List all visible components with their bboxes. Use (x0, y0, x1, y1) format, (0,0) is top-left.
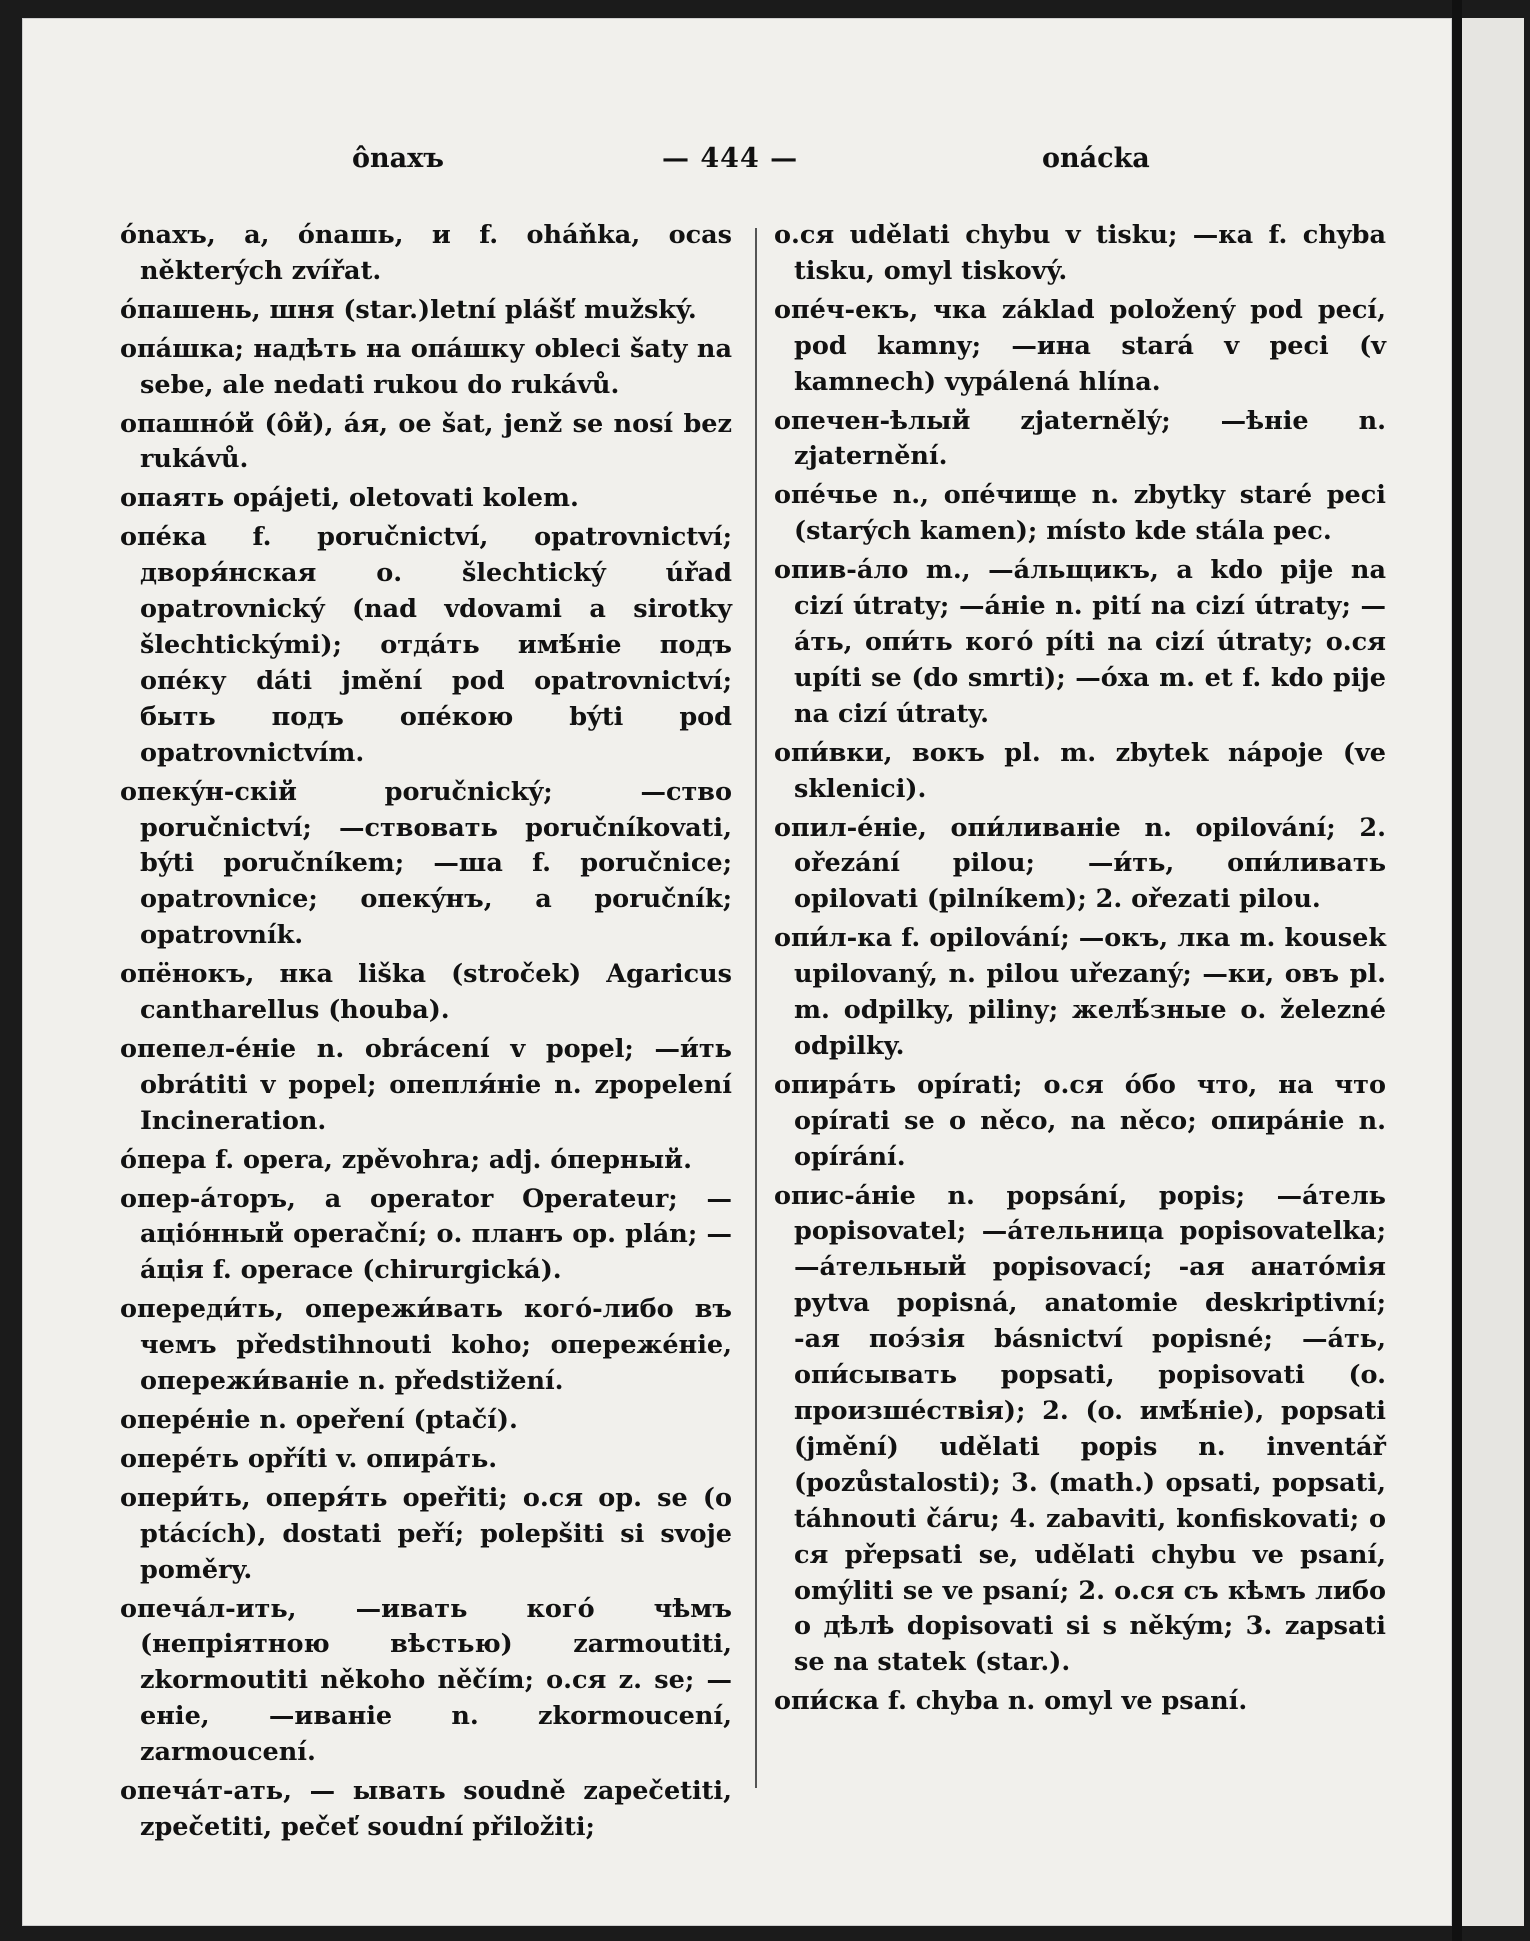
dictionary-entry: опер-áторъ, а operator Operateur; —аціóнный operační; о. планъ op. plán; —áція f. operace (chirurgická). (120, 1183, 732, 1286)
left-column (120, 218, 732, 1849)
dictionary-entry: опи́ска f. chyba n. omyl ve psaní. (774, 1686, 1248, 1717)
dictionary-entry: оперéнie n. opeření (ptačí). (120, 1405, 518, 1435)
dictionary-entry: опечен-ѣлый zjaternělý; —ѣнie n. zjaternění. (774, 405, 1386, 472)
dictionary-entry: опепел-éнie n. obrácení v popel; —и́ть obrátiti v popel; опепля́нie n. zpopelení Incineration. (120, 1033, 732, 1136)
dictionary-entry: опéка f. poručnictví, opatrovnictví; дворя́нская о. šlechtický úřad opatrovnický (nad vdovami a sirotky šlechtickými); отдáть имѣ́нie подъ опéку dáti jmění pod opatrovnictví; быть подъ опéкою býti pod opatrovnictvím. (120, 522, 732, 768)
dictionary-entry: опери́ть, оперя́ть opeřiti; о.ся op. se (o ptácích), dostati peří; polepšiti si svoje poměry. (120, 1482, 732, 1585)
dictionary-entry: ónaxъ, a, ónaшь, и f. oháňka, ocas některých zvířat. (120, 220, 732, 286)
dictionary-entry: опил-éнie, опи́ливанie n. opilování; 2. ořezání pilou; —и́ть, опи́ливать opilovati (pilníkem); 2. ořezati pilou. (774, 812, 1386, 915)
header-guide-word-left: ônaxъ (352, 143, 444, 174)
next-page-edge (1462, 18, 1524, 1926)
dictionary-entry: опереди́ть, опережи́вать когó-либо въ чемъ předstihnouti koho; опережéнie, опережи́ванie n. předstižení. (120, 1294, 732, 1397)
dictionary-entry: о.ся udělati chybu v tisku; —ка f. chyba tisku, omyl tiskový. (774, 220, 1386, 286)
dictionary-entry: опéч-екъ, чка základ položený pod pecí, pod kamny; —ина stará v peci (v kamnech) vypálená hlína. (774, 294, 1386, 397)
dictionary-entry: опекýн-скій poručnický; —ство poručnictví; —ствовать poručníkovati, býti poručníkem; —ша f. poručnice; opatrovnice; опекýнъ, а poručník; opatrovník. (120, 776, 732, 951)
dictionary-entry: óпера f. opera, zpěvohra; adj. óперный. (120, 1144, 692, 1175)
page-gap (1452, 0, 1462, 1941)
dictionary-entry: опáшка; надѣть на опáшку obleci šaty na sebe, ale nedati rukou do rukávů. (120, 333, 732, 400)
dictionary-entry: опечáл-ить, —ивать когó чѣмъ (непріятною вѣстью) zarmoutiti, zkormoutiti někoho něčím; о.ся z. se; —енie, —иванie n. zkormoucení, zarmoucení. (120, 1593, 732, 1768)
dictionary-entry: опирáть opírati; о.ся óбо что, на что opírati se o něco, na něco; опирáнie n. opírání. (774, 1069, 1386, 1172)
dictionary-entry: опаять opájeti, oletovati kolem. (120, 483, 579, 514)
dictionary-entry: опис-áнie n. popsání, popis; —áтель popisovatel; —áтельница popisovatelka; —áтельный popisovací; -ая анатóмія pytva popisná, anatomie deskriptivní; -ая поэ́зія básnictví popisné; —áть, опи́сывать popsati, popisovati (o. произшéствія); 2. (o. имѣ́нie), popsati (jmění) udělati popis n. inventář (pozůstalosti); 3. (math.) opsati, popsati, táhnouti čáru; 4. zabaviti, konfiskovati; о ся přepsati se, udělati chybu ve psaní, omýliti se ve psaní; 2. о.ся съ кѣмъ либо о дѣлѣ dopisovati si s někým; 3. zapsati se na statek (star.). (774, 1180, 1386, 1678)
column-divider (755, 228, 757, 1788)
header-guide-word-right: onácka (1042, 143, 1150, 174)
dictionary-entry: опашнóй (ôй), áя, ое šat, jenž se nosí bez rukávů. (120, 408, 732, 475)
page-number: — 444 — (662, 143, 799, 174)
dictionary-page (22, 18, 1452, 1926)
dictionary-entry: опи́л-ка f. opilování; —окъ, лка m. kousek upilovaný, n. pilou uřezaný; —ки, овъ pl. m. odpilky, piliny; желѣ́зные о. železné odpilky. (774, 923, 1386, 1061)
dictionary-entry: опи́вки, вокъ pl. m. zbytek nápoje (ve sklenici). (774, 737, 1386, 804)
dictionary-entry: опёнокъ, нка liška (stroček) Agaricus cantharellus (houba). (120, 959, 732, 1026)
dictionary-entry: оперéть opříti v. опирáть. (120, 1443, 498, 1474)
dictionary-entry: óпашень, шня (star.)letní plášť mužský. (120, 294, 697, 325)
page-header (22, 143, 1452, 183)
dictionary-entry: опéчье n., опéчище n. zbytky staré peci (starých kamen); místo kde stála pec. (774, 480, 1386, 547)
dictionary-entry: опив-áло m., —áльщикъ, а kdo pije na cizí útraty; —áнie n. pití na cizí útraty; —áть, опи́ть когó píti na cizí útraty; о.ся upíti se (do smrti); —óха m. et f. kdo pije na cizí útraty. (774, 555, 1386, 729)
dictionary-entry: опечáт-ать, — ывать soudně zapečetiti, zpečetiti, pečeť soudní přiložiti; (120, 1776, 732, 1842)
right-column (774, 218, 1386, 1723)
